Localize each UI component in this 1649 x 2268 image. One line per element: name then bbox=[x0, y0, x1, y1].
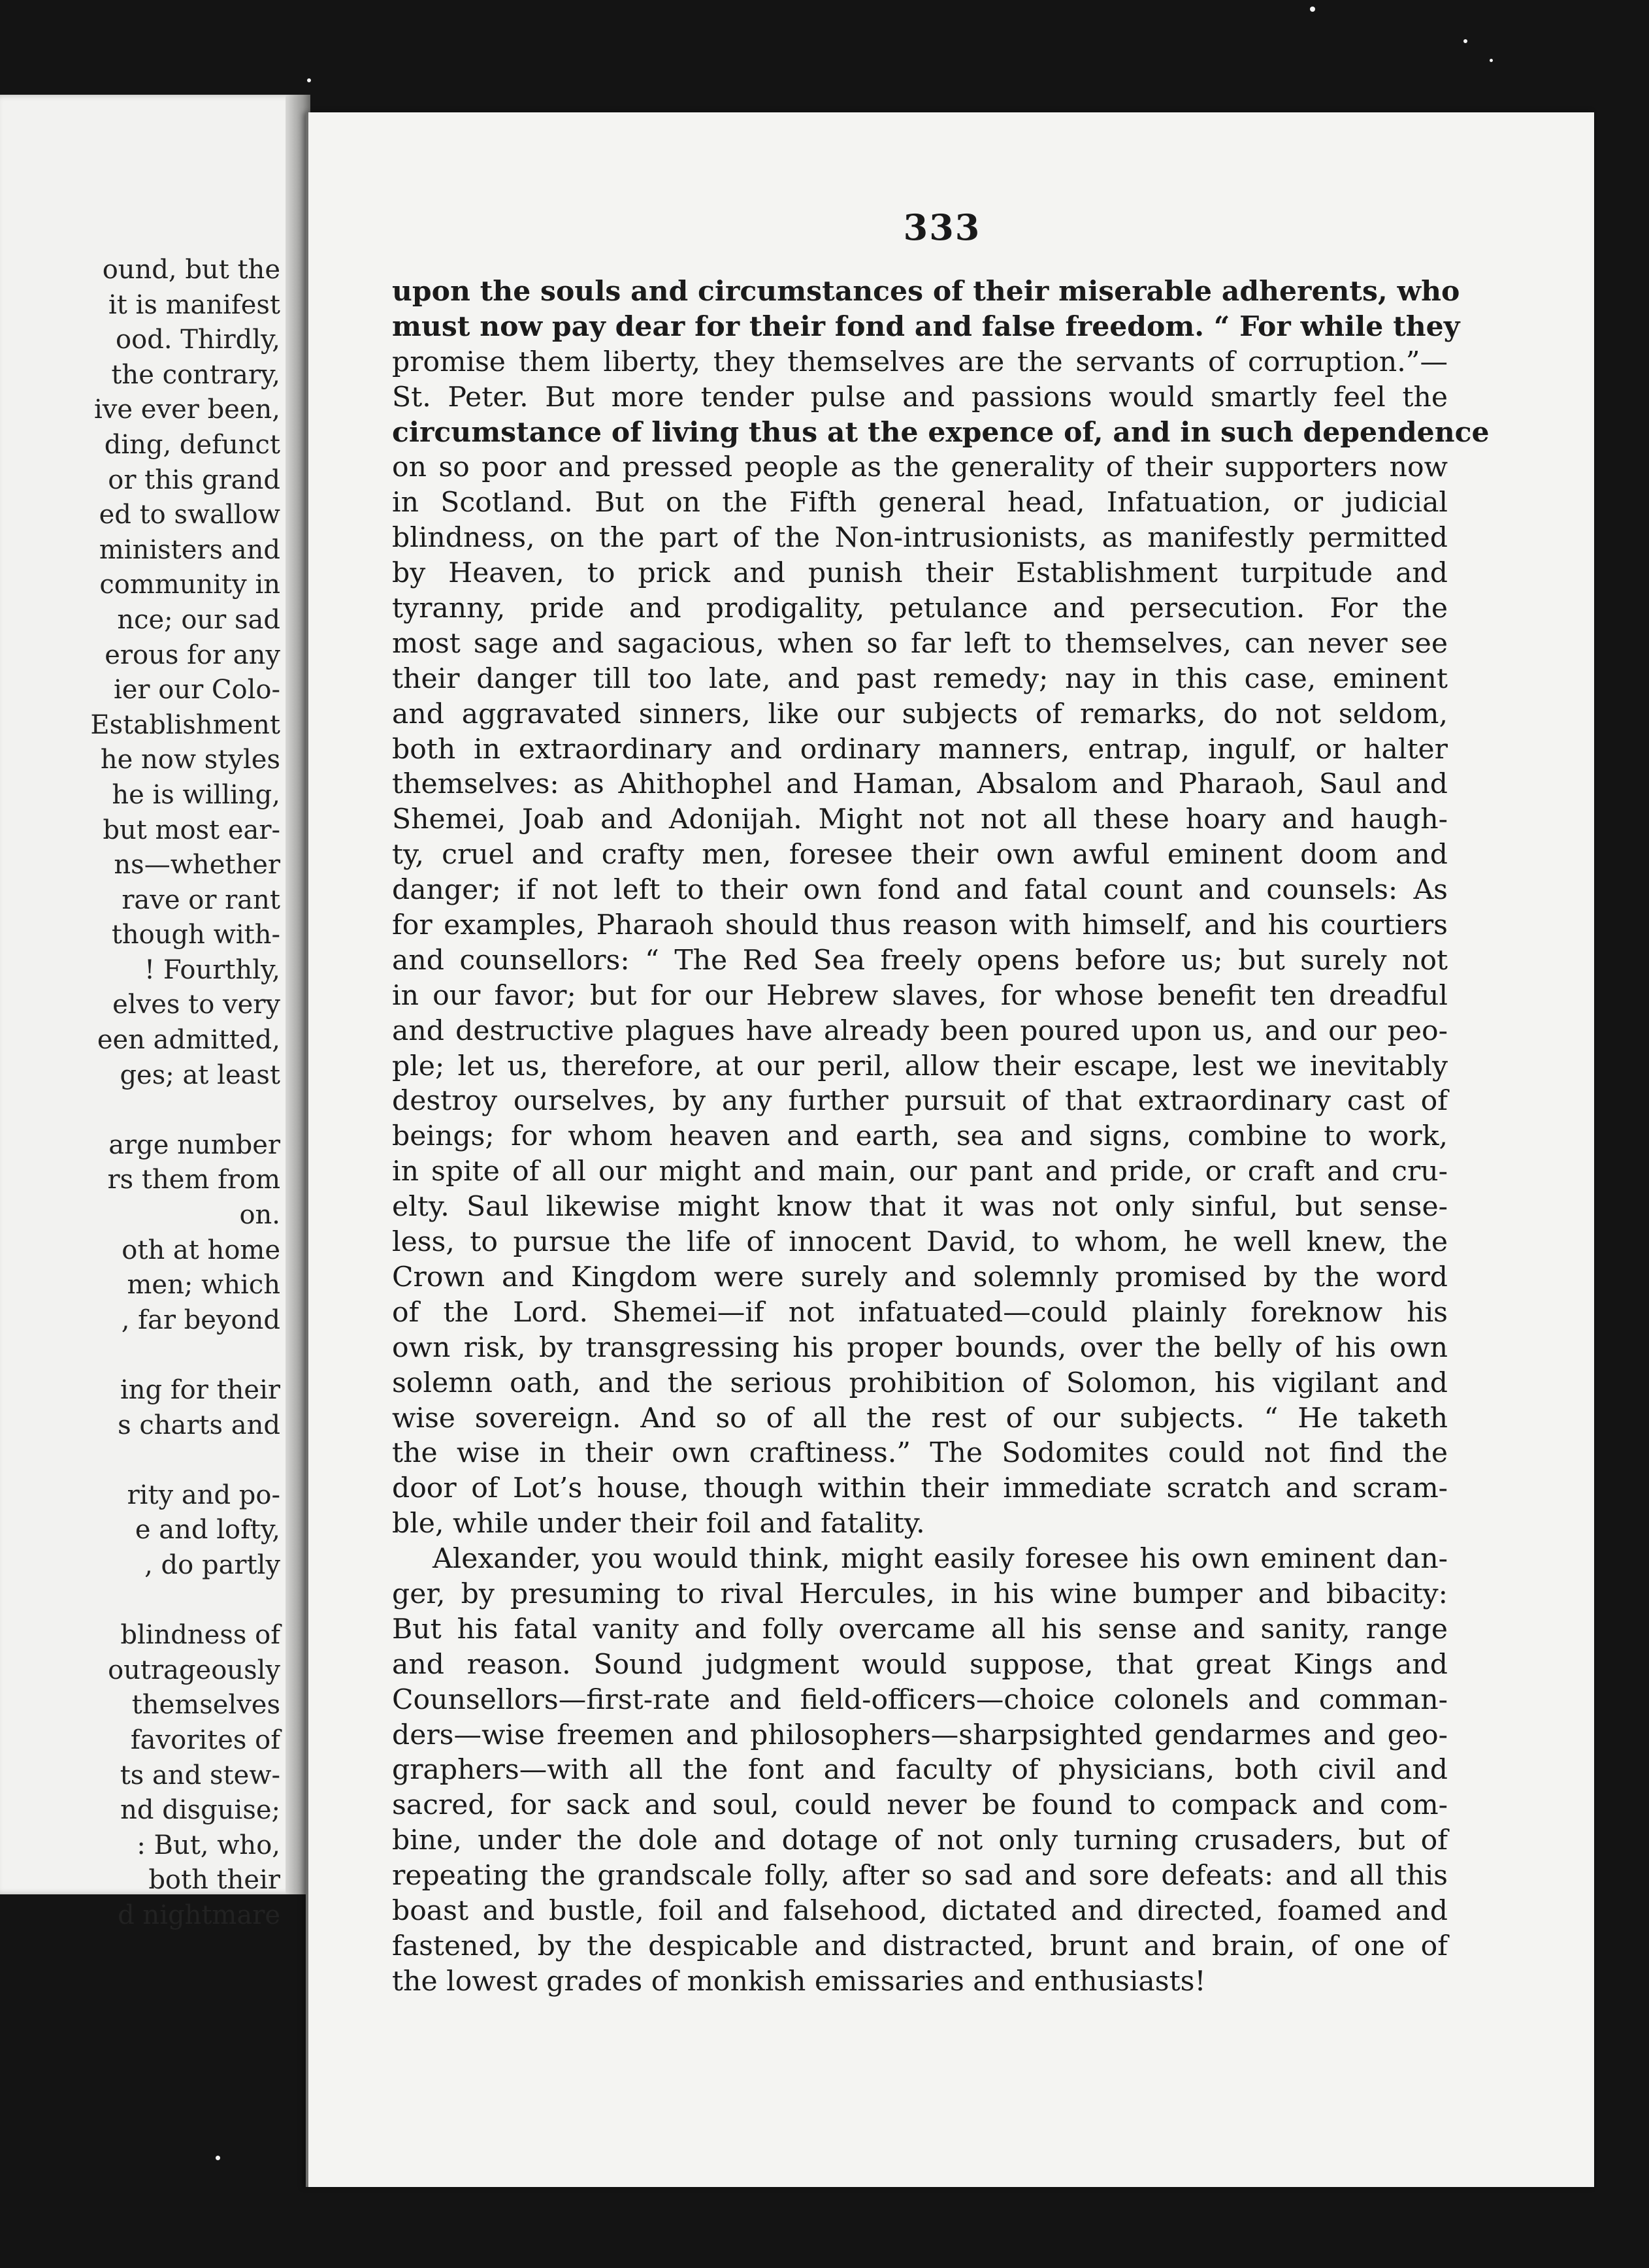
text-line: ble, while under their foil and fatality. bbox=[392, 1508, 925, 1540]
left-page-line: ed to swallow bbox=[99, 500, 280, 530]
text-line: on so poor and pressed people as the generality of their supporters now bbox=[392, 451, 1448, 484]
text-line: destroy ourselves, by any further pursuit of that extraordinary cast of bbox=[392, 1085, 1448, 1118]
text-line: danger; if not left to their own fond and fatal count and counsels: As bbox=[392, 874, 1448, 907]
left-page-line: ! Fourthly, bbox=[144, 954, 280, 985]
text-line: the wise in their own craftiness.” The Sodomites could not find the bbox=[392, 1437, 1448, 1470]
left-page-line: ges; at least bbox=[120, 1060, 280, 1090]
text-line: by Heaven, to prick and punish their Establishment turpitude and bbox=[392, 557, 1448, 590]
left-page-line: e and lofty, bbox=[135, 1515, 280, 1546]
left-page-line: rity and po- bbox=[127, 1480, 280, 1510]
text-line: elty. Saul likewise might know that it was not only sinful, but sense- bbox=[392, 1191, 1448, 1223]
left-page bbox=[0, 95, 310, 1930]
page-number: 333 bbox=[903, 206, 981, 248]
left-page-line: though with- bbox=[111, 920, 280, 950]
left-page-line bbox=[0, 1093, 280, 1128]
left-page-line: but most ear- bbox=[103, 815, 280, 845]
left-page-line: , far beyond bbox=[121, 1304, 280, 1335]
text-line: most sage and sagacious, when so far left to themselves, can never see bbox=[392, 627, 1448, 660]
text-line: upon the souls and circumstances of their miserable adherents, who bbox=[392, 275, 1460, 308]
scan-speck bbox=[1463, 39, 1467, 43]
text-line: and destructive plagues have already been poured upon us, and our peo- bbox=[392, 1014, 1448, 1047]
text-line: promise them liberty, they themselves are the servants of corruption.”— bbox=[392, 346, 1448, 378]
scan-speck bbox=[1490, 59, 1493, 62]
text-line: own risk, by transgressing his proper bounds, over the belly of his own bbox=[392, 1331, 1448, 1364]
left-page-line: on. bbox=[239, 1200, 280, 1231]
left-page-line: arge number bbox=[108, 1129, 280, 1160]
text-line: door of Lot’s house, though within their immediate scratch and scram- bbox=[392, 1472, 1448, 1505]
left-page-line: the contrary, bbox=[111, 359, 280, 390]
text-line: Counsellors—first-rate and field-officers—choice colonels and comman- bbox=[392, 1683, 1448, 1716]
left-page-line: rave or rant bbox=[122, 884, 280, 915]
text-line: graphers—with all the font and faculty of physicians, both civil and bbox=[392, 1754, 1448, 1787]
left-page-line: ing for their bbox=[120, 1375, 280, 1405]
text-line: ger, by presuming to rival Hercules, in his wine bumper and bibacity: bbox=[392, 1578, 1448, 1610]
left-page-line: ns—whether bbox=[114, 850, 280, 881]
left-page-line: oth at home bbox=[122, 1235, 280, 1265]
left-page-line: rs them from bbox=[107, 1165, 280, 1195]
text-line: sacred, for sack and soul, could never be found to compack and com- bbox=[392, 1789, 1448, 1822]
text-line: themselves: as Ahithophel and Haman, Absalom and Pharaoh, Saul and bbox=[392, 768, 1448, 801]
left-page-line bbox=[0, 1443, 280, 1478]
left-page-line: outrageously bbox=[108, 1655, 280, 1685]
text-line: the lowest grades of monkish emissaries and enthusiasts! bbox=[392, 1965, 1206, 1998]
text-line: fastened, by the despicable and distracted, brunt and brain, of one of bbox=[392, 1930, 1448, 1962]
text-line: ders—wise freemen and philosophers—sharpsighted gendarmes and geo- bbox=[392, 1719, 1448, 1751]
left-page-line: erous for any bbox=[105, 640, 280, 670]
text-line: wise sovereign. And so of all the rest of our subjects. “ He taketh bbox=[392, 1402, 1448, 1434]
text-line: both in extraordinary and ordinary manners, entrap, ingulf, or halter bbox=[392, 733, 1448, 766]
left-page-line: ts and stew- bbox=[120, 1760, 280, 1790]
left-page-line bbox=[0, 1338, 280, 1373]
left-page-line: d nightmare bbox=[118, 1900, 280, 1930]
text-line: bine, under the dole and dotage of not only turning crusaders, but of bbox=[392, 1824, 1448, 1857]
text-line: repeating the grandscale folly, after so sad and sore defeats: and all this bbox=[392, 1860, 1448, 1892]
scan-speck bbox=[216, 2156, 220, 2160]
text-line: of the Lord. Shemei—if not infatuated—could plainly foreknow his bbox=[392, 1296, 1448, 1329]
left-page-line: community in bbox=[99, 570, 280, 600]
left-page-line: : But, who, bbox=[137, 1830, 280, 1860]
text-line: Shemei, Joab and Adonijah. Might not not all these hoary and haugh- bbox=[392, 803, 1448, 836]
text-line: tyranny, pride and prodigality, petulance and persecution. For the bbox=[392, 592, 1448, 625]
left-page-line: it is manifest bbox=[108, 289, 280, 320]
left-page-line: nce; our sad bbox=[117, 604, 280, 635]
left-page-line: blindness of bbox=[120, 1620, 280, 1651]
left-page-line: ministers and bbox=[99, 534, 280, 565]
left-page-line: he is willing, bbox=[112, 779, 280, 810]
left-page-line: ood. Thirdly, bbox=[116, 325, 280, 355]
left-page-line: een admitted, bbox=[97, 1025, 280, 1056]
text-line: in spite of all our might and main, our pant and pride, or craft and cru- bbox=[392, 1156, 1448, 1188]
text-line: less, to pursue the life of innocent David, to whom, he well knew, the bbox=[392, 1226, 1448, 1259]
paragraph-1 bbox=[392, 274, 1490, 1542]
text-line: blindness, on the part of the Non-intrusionists, as manifestly permitted bbox=[392, 522, 1448, 555]
text-line: boast and bustle, foil and falsehood, dictated and directed, foamed and bbox=[392, 1894, 1448, 1927]
left-page-line: both their bbox=[148, 1865, 280, 1896]
text-line: Crown and Kingdom were surely and solemnly promised by the word bbox=[392, 1261, 1448, 1293]
left-page-line: themselves bbox=[131, 1690, 280, 1721]
paragraph-2 bbox=[392, 1542, 1448, 2000]
left-page-line: , do partly bbox=[144, 1549, 280, 1580]
page-body bbox=[392, 274, 1490, 2000]
left-page-line: elves to very bbox=[112, 990, 280, 1020]
left-page-line: s charts and bbox=[118, 1410, 280, 1440]
left-page-line: Establishment bbox=[90, 709, 280, 740]
text-line: for examples, Pharaoh should thus reason with himself, and his courtiers bbox=[392, 909, 1448, 942]
left-page-line: nd disguise; bbox=[120, 1795, 280, 1826]
text-line: and reason. Sound judgment would suppose, that great Kings and bbox=[392, 1648, 1448, 1681]
left-page-line: ier our Colo- bbox=[113, 675, 280, 705]
left-page-line bbox=[0, 1583, 280, 1619]
left-page-line: he now styles bbox=[100, 745, 280, 775]
text-line: St. Peter. But more tender pulse and passions would smartly feel the bbox=[392, 381, 1448, 413]
text-line: in Scotland. But on the Fifth general head, Infatuation, or judicial bbox=[392, 487, 1448, 519]
text-line: ple; let us, therefore, at our peril, allow their escape, lest we inevitably bbox=[392, 1050, 1448, 1082]
left-page-line: or this grand bbox=[108, 464, 280, 495]
text-line: beings; for whom heaven and earth, sea and signs, combine to work, bbox=[392, 1120, 1448, 1153]
text-line: and aggravated sinners, like our subjects of remarks, do not seldom, bbox=[392, 698, 1448, 730]
left-page-text bbox=[0, 253, 280, 1934]
scan-speck bbox=[1310, 7, 1315, 12]
text-line: ty, cruel and crafty men, foresee their own awful eminent doom and bbox=[392, 839, 1448, 871]
text-line: solemn oath, and the serious prohibition of Solomon, his vigilant and bbox=[392, 1367, 1448, 1399]
left-page-line: ive ever been, bbox=[94, 395, 280, 425]
text-line: circumstance of living thus at the expence of, and in such dependence bbox=[392, 415, 1490, 449]
left-page-line: ding, defunct bbox=[104, 429, 280, 460]
text-line: in our favor; but for our Hebrew slaves, for whose benefit ten dreadful bbox=[392, 979, 1448, 1012]
left-page-line: men; which bbox=[127, 1270, 280, 1301]
text-line: and counsellors: “ The Red Sea freely opens before us; but surely not bbox=[392, 944, 1448, 977]
text-line: their danger till too late, and past remedy; nay in this case, eminent bbox=[392, 662, 1448, 695]
scan-speck bbox=[307, 78, 311, 82]
text-line: Alexander, you would think, might easily foresee his own eminent dan- bbox=[433, 1543, 1448, 1576]
left-page-line: favorites of bbox=[130, 1725, 280, 1755]
text-line: must now pay dear for their fond and false freedom. “ For while they bbox=[392, 310, 1460, 343]
left-page-line: ound, but the bbox=[102, 255, 280, 285]
text-line: But his fatal vanity and folly overcame all his sense and sanity, range bbox=[392, 1613, 1448, 1645]
